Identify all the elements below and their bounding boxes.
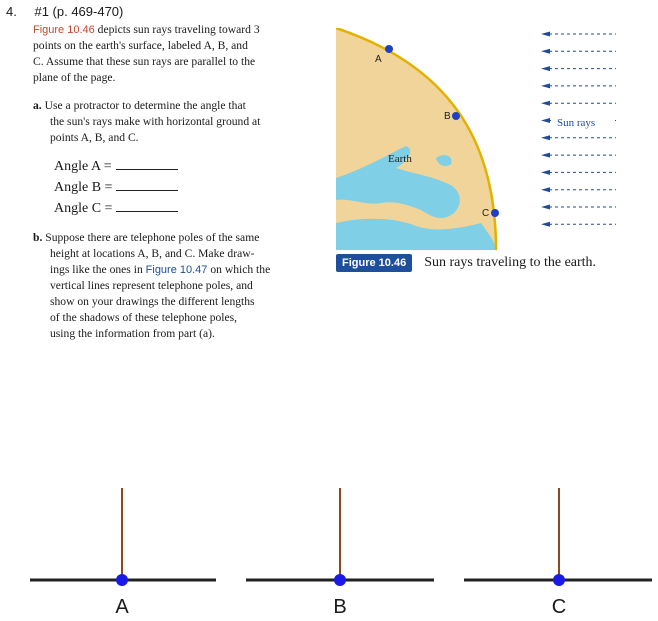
angle-b-blank bbox=[116, 177, 178, 191]
sun-ray-arrowhead bbox=[541, 205, 550, 210]
pole-b-group bbox=[246, 488, 434, 586]
angle-a-blank bbox=[116, 156, 178, 170]
pole-b-label: B bbox=[333, 596, 347, 618]
pole-c-base-dot bbox=[553, 574, 565, 586]
sun-ray-arrowhead bbox=[541, 66, 550, 71]
part-b: b. Suppose there are telephone poles of the same height at locations A, B, and C. Make draw- ings like the ones in Figure 10.47 on which the vertical lines represent telephone poles, and show on your drawings the different lengths of the shadows of these telephone poles, using the information from part (a). bbox=[33, 231, 271, 340]
earth-land bbox=[336, 28, 496, 250]
pole-a-label: A bbox=[115, 596, 129, 618]
point-a-label: A bbox=[375, 54, 382, 65]
pole-a-base-dot bbox=[116, 574, 128, 586]
problem-page-ref: #1 (p. 469-470) bbox=[34, 4, 124, 19]
sun-ray-arrowhead bbox=[541, 101, 550, 106]
point-c-marker bbox=[491, 209, 499, 217]
sun-ray-arrowhead bbox=[541, 135, 550, 140]
sun-ray-arrowhead bbox=[541, 153, 550, 158]
angle-a-row: Angle A = bbox=[54, 156, 178, 177]
angle-c-blank bbox=[116, 198, 178, 212]
problem-header bbox=[6, 4, 123, 19]
sun-ray-arrowhead bbox=[541, 32, 550, 37]
angle-list bbox=[54, 156, 178, 219]
point-b-marker bbox=[452, 112, 460, 120]
point-b-label: B bbox=[444, 111, 451, 122]
sun-ray-arrowhead bbox=[541, 118, 550, 123]
pole-c-label: C bbox=[551, 596, 567, 618]
angle-b-row: Angle B = bbox=[54, 177, 178, 198]
sun-ray-arrowhead bbox=[541, 187, 550, 192]
point-c-label: C bbox=[482, 208, 490, 219]
angle-c-row: Angle C = bbox=[54, 198, 178, 219]
figure-badge: Figure 10.46 bbox=[336, 254, 412, 272]
earth-label: Earth bbox=[388, 153, 412, 165]
figure-caption: Sun rays traveling to the earth. bbox=[424, 255, 597, 270]
pole-a-group bbox=[30, 488, 216, 586]
figure-caption-row bbox=[336, 254, 596, 272]
sun-rays-label: Sun rays bbox=[557, 117, 596, 129]
intro-paragraph: Figure 10.46 depicts sun rays traveling toward 3 points on the earth's surface, labeled A, B, and C. Assume that these sun rays are parallel to the plane of the page. bbox=[33, 23, 260, 84]
point-a-marker bbox=[385, 45, 393, 53]
sun-ray-arrowhead bbox=[541, 170, 550, 175]
sun-ray-arrowhead bbox=[541, 83, 550, 88]
pole-b-base-dot bbox=[334, 574, 346, 586]
sun-ray-arrowhead bbox=[541, 49, 550, 54]
earth-sun-rays-figure bbox=[336, 28, 636, 250]
part-a: a. Use a protractor to determine the angle that the sun's rays make with horizontal ground at points A, B, and C. bbox=[33, 99, 261, 144]
pole-c-group bbox=[464, 488, 652, 586]
figure-10-47-link[interactable]: Figure 10.47 bbox=[145, 264, 208, 276]
figure-10-46-link[interactable]: Figure 10.46 bbox=[33, 24, 95, 36]
sun-ray-arrowhead bbox=[541, 222, 550, 227]
problem-number: 4. bbox=[6, 4, 17, 19]
